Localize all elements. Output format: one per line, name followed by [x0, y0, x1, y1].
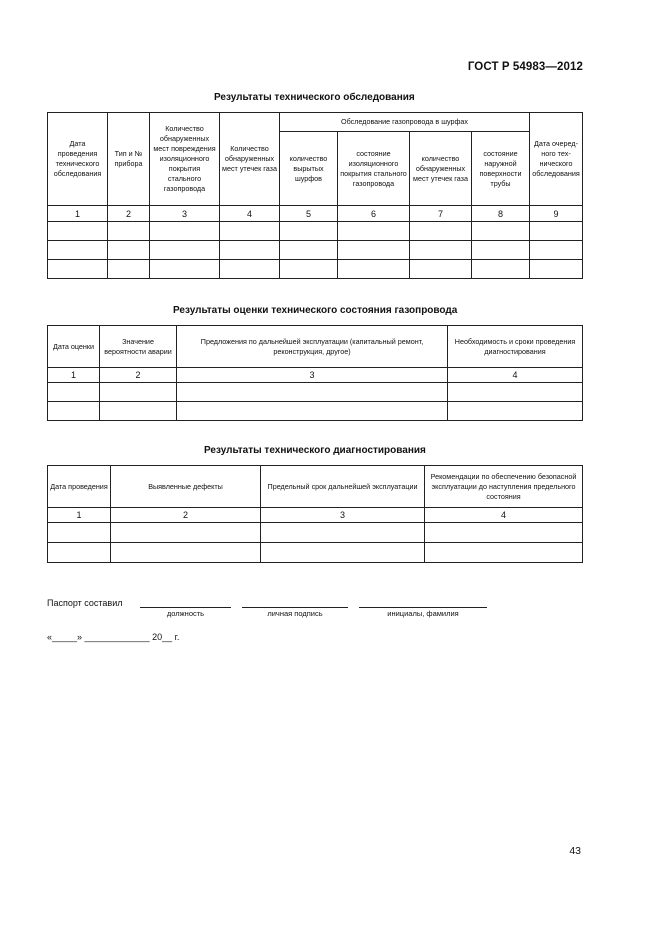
position-caption: должность [166, 609, 205, 618]
column-number: 3 [177, 368, 448, 383]
column-number: 4 [448, 368, 583, 383]
col-header-pits-count: количество вырытых шурфов [280, 132, 338, 206]
condition-title: Результаты оценки технического состояния газопровода [173, 305, 458, 316]
signature-label: Паспорт составил [47, 598, 123, 608]
col-header-next-date: Дата очередного технического обследования [530, 113, 583, 206]
col-header-leaks-pits: количество обнаруженных мест утечек газа [410, 132, 472, 206]
column-number: 1 [48, 206, 108, 222]
table-row [48, 222, 583, 241]
col-header-date: Дата проведения [48, 466, 111, 508]
table-row [48, 260, 583, 279]
column-number: 5 [280, 206, 338, 222]
column-number: 1 [48, 508, 111, 523]
col-header-recommendations: Рекомендации по обеспечению безопасной эксплуатации до наступления предельного состояния [425, 466, 583, 508]
col-header-pits-group: Обследование газопровода в шурфах [280, 113, 530, 132]
column-number: 2 [111, 508, 261, 523]
signature-caption: личная подпись [267, 609, 323, 618]
survey-title: Результаты технического обследования [214, 92, 415, 103]
table-row [48, 383, 583, 402]
col-header-diagnostics-need: Необходимость и сроки проведения диагностирования [448, 326, 583, 368]
date-line: «_____» _____________ 20__ г. [47, 632, 180, 642]
survey-table [47, 112, 583, 279]
diagnostics-table [47, 465, 583, 563]
col-header-insulation-damage: Количество обнаруженных мест повреждения изоляционного покрытия стального газопровода [150, 113, 220, 206]
col-header-date: Дата проведения технического обследования [48, 113, 108, 206]
signature-line [242, 607, 348, 608]
col-header-term: Предельный срок дальнейшей эксплуатации [261, 466, 425, 508]
col-header-leaks: Количество обнаруженных мест утечек газа [220, 113, 280, 206]
column-number: 2 [108, 206, 150, 222]
col-header-date: Дата оценки [48, 326, 100, 368]
column-number: 8 [472, 206, 530, 222]
column-number: 4 [425, 508, 583, 523]
position-line [140, 607, 231, 608]
condition-table [47, 325, 583, 421]
diagnostics-title: Результаты технического диагностирования [204, 445, 426, 456]
name-caption: инициалы, фамилия [387, 609, 459, 618]
col-header-coating-state: состояние изоляционного покрытия стального газопровода [338, 132, 410, 206]
name-line [359, 607, 487, 608]
column-number: 4 [220, 206, 280, 222]
table-row [48, 523, 583, 543]
standard-number: ГОСТ Р 54983—2012 [467, 61, 583, 73]
col-header-accident-probability: Значение вероятности аварии [100, 326, 177, 368]
column-number: 3 [150, 206, 220, 222]
column-number: 3 [261, 508, 425, 523]
table-row [48, 543, 583, 563]
col-header-proposals: Предложения по дальнейшей эксплуатации (капитальный ремонт, реконструкция, другое) [177, 326, 448, 368]
column-number: 1 [48, 368, 100, 383]
column-number: 7 [410, 206, 472, 222]
page-number: 43 [569, 845, 581, 857]
col-header-defects: Выявленные дефекты [111, 466, 261, 508]
table-row [48, 241, 583, 260]
table-row [48, 402, 583, 421]
column-number: 2 [100, 368, 177, 383]
column-number: 6 [338, 206, 410, 222]
col-header-pipe-surface: состояние наружной поверхности трубы [472, 132, 530, 206]
column-number: 9 [530, 206, 583, 222]
col-header-type: Тип и № прибора [108, 113, 150, 206]
